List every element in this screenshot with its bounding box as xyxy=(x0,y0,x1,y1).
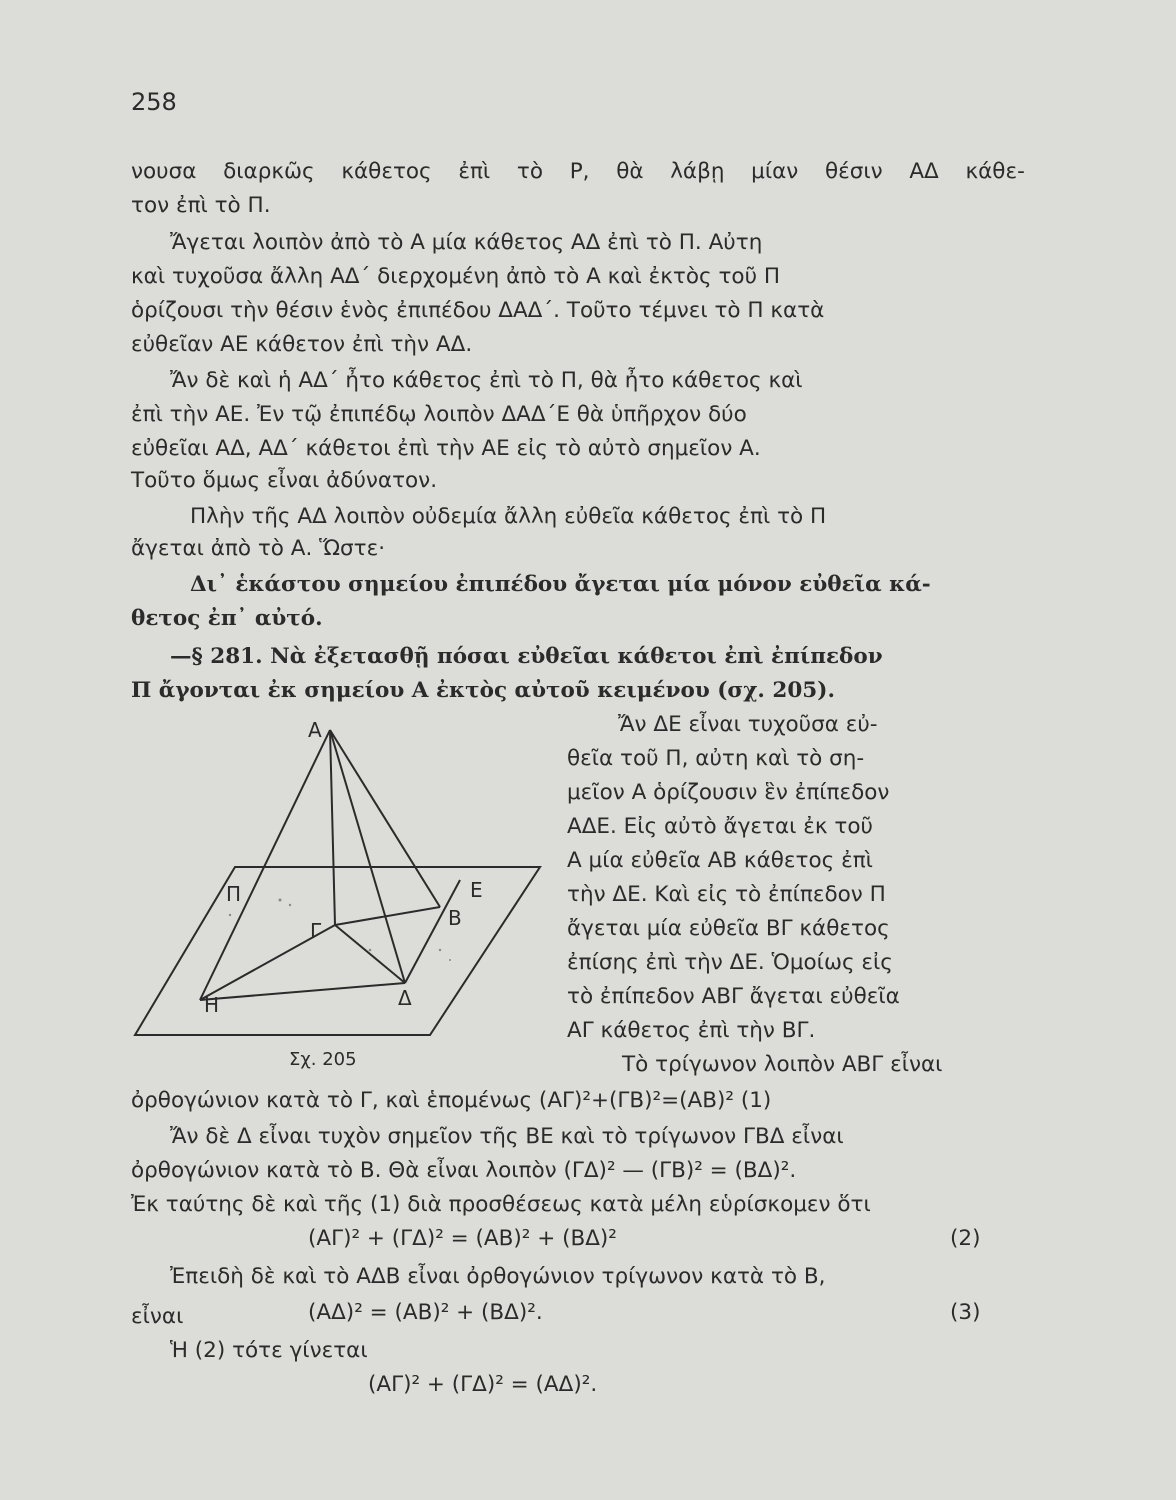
equation: (ΑΓ)² + (ΓΔ)² = (ΑΒ)² + (ΒΔ)² xyxy=(308,1226,617,1251)
text-line: Ἄν ΔΕ εἶναι τυχοῦσα εὐ- xyxy=(618,712,878,737)
section-heading: Π ἄγονται ἐκ σημείου Α ἐκτὸς αὐτοῦ κειμένου (σχ. 205). xyxy=(131,678,835,703)
equation-number: (2) xyxy=(950,1226,981,1251)
edge-AB xyxy=(330,730,440,907)
text-line: Τὸ τρίγωνον λοιπὸν ΑΒΓ εἶναι xyxy=(622,1052,943,1077)
label-H: Η xyxy=(204,993,220,1017)
page-number: 258 xyxy=(131,88,177,116)
text-line: τὴν ΔΕ. Καὶ εἰς τὸ ἐπίπεδον Π xyxy=(567,882,886,907)
edge-AH xyxy=(200,730,330,1000)
text-line: τὸ ἐπίπεδον ΑΒΓ ἄγεται εὐθεῖα xyxy=(567,984,900,1009)
theorem-line: Δι᾽ ἑκάστου σημείου ἐπιπέδου ἄγεται μία μόνον εὐθεῖα κά- xyxy=(190,572,931,597)
text-line: εὐθεῖαι ΑΔ, ΑΔ΄ κάθετοι ἐπὶ τὴν ΑΕ εἰς τὸ αὐτὸ σημεῖον Α. xyxy=(131,436,761,461)
label-A: Α xyxy=(308,718,322,742)
equation-number: (3) xyxy=(950,1300,981,1325)
text-line: εἶναι xyxy=(131,1304,184,1329)
text-line: μεῖον Α ὁρίζουσιν ἓν ἐπίπεδον xyxy=(567,780,890,805)
label-D: Δ xyxy=(398,986,412,1010)
text-line: Πλὴν τῆς ΑΔ λοιπὸν οὐδεμία ἄλλη εὐθεῖα κάθετος ἐπὶ τὸ Π xyxy=(190,504,827,529)
text-line: Ἐπειδὴ δὲ καὶ τὸ ΑΔΒ εἶναι ὀρθογώνιον τρίγωνον κατὰ τὸ Β, xyxy=(170,1264,826,1289)
section-heading: —§ 281. Νὰ ἐξετασθῇ πόσαι εὐθεῖαι κάθετοι ἐπὶ ἐπίπεδον xyxy=(170,644,883,669)
text-line: ΑΔΕ. Εἰς αὐτὸ ἄγεται ἐκ τοῦ xyxy=(567,814,873,839)
equation: (ΑΓ)² + (ΓΔ)² = (ΑΔ)². xyxy=(368,1372,598,1397)
edge-GD xyxy=(335,925,405,983)
edge-AG xyxy=(330,730,335,925)
text-line: ὀρθογώνιον κατὰ τὸ Β. Θὰ εἶναι λοιπὸν (ΓΔ)² — (ΓΒ)² = (ΒΔ)². xyxy=(131,1158,797,1183)
text-line: Ἄν δὲ Δ εἶναι τυχὸν σημεῖον τῆς ΒΕ καὶ τὸ τρίγωνον ΓΒΔ εἶναι xyxy=(170,1124,844,1149)
text-line: καὶ τυχοῦσα ἄλλη ΑΔ΄ διερχομένη ἀπὸ τὸ Α καὶ ἐκτὸς τοῦ Π xyxy=(131,264,781,289)
text-line: νουσα διαρκῶς κάθετος ἐπὶ τὸ Ρ, θὰ λάβῃ μίαν θέσιν ΑΔ κάθε- xyxy=(131,159,1025,184)
text-line: ΑΓ κάθετος ἐπὶ τὴν ΒΓ. xyxy=(567,1018,816,1043)
text-line: ἄγεται ἀπὸ τὸ Α. Ὥστε· xyxy=(131,536,386,561)
text-line: θεῖα τοῦ Π, αὐτη καὶ τὸ ση- xyxy=(567,746,865,771)
figure-caption: Σχ. 205 xyxy=(289,1049,357,1070)
text-line: τον ἐπὶ τὸ Π. xyxy=(131,193,271,218)
pyramid-figure xyxy=(130,715,550,1045)
label-P: Π xyxy=(226,882,242,906)
text-line: Ἐκ ταύτης δὲ καὶ τῆς (1) διὰ προσθέσεως κατὰ μέλη εὑρίσκομεν ὅτι xyxy=(131,1192,871,1217)
text-line: ὁρίζουσι τὴν θέσιν ἑνὸς ἐπιπέδου ΔΑΔ΄. Τοῦτο τέμνει τὸ Π κατὰ xyxy=(131,298,825,323)
text-line: ἐπὶ τὴν ΑΕ. Ἐν τῷ ἐπιπέδῳ λοιπὸν ΔΑΔ΄Ε θὰ ὑπῆρχον δύο xyxy=(131,402,747,427)
text-line: εὐθεῖαν ΑΕ κάθετον ἐπὶ τὴν ΑΔ. xyxy=(131,332,473,357)
theorem-line: θετος ἐπ᾽ αὐτό. xyxy=(131,606,323,631)
edge-HD xyxy=(200,983,405,1000)
text-line: Ἄν δὲ καὶ ἡ ΑΔ΄ ἦτο κάθετος ἐπὶ τὸ Π, θὰ ἦτο κάθετος καὶ xyxy=(170,368,803,393)
text-line: Α μία εὐθεῖα ΑΒ κάθετος ἐπὶ xyxy=(567,848,873,873)
text-line: Ἄγεται λοιπὸν ἀπὸ τὸ Α μία κάθετος ΑΔ ἐπὶ τὸ Π. Αὐτη xyxy=(170,230,763,255)
text-line: ἐπίσης ἐπὶ τὴν ΔΕ. Ὁμοίως εἰς xyxy=(567,950,893,975)
label-G: Γ xyxy=(310,919,322,943)
text-line: ἄγεται μία εὐθεῖα ΒΓ κάθετος xyxy=(567,916,890,941)
label-B: Β xyxy=(448,906,462,930)
text-line: ὀρθογώνιον κατὰ τὸ Γ, καὶ ἑπομένως (ΑΓ)²+(ΓΒ)²=(ΑΒ)² (1) xyxy=(131,1088,772,1113)
edge-AD xyxy=(330,730,405,983)
text-line: Ἡ (2) τότε γίνεται xyxy=(170,1338,368,1363)
label-E: Ε xyxy=(470,878,483,902)
equation: (ΑΔ)² = (ΑΒ)² + (ΒΔ)². xyxy=(308,1300,543,1325)
text-line: Τοῦτο ὅμως εἶναι ἀδύνατον. xyxy=(131,468,438,493)
